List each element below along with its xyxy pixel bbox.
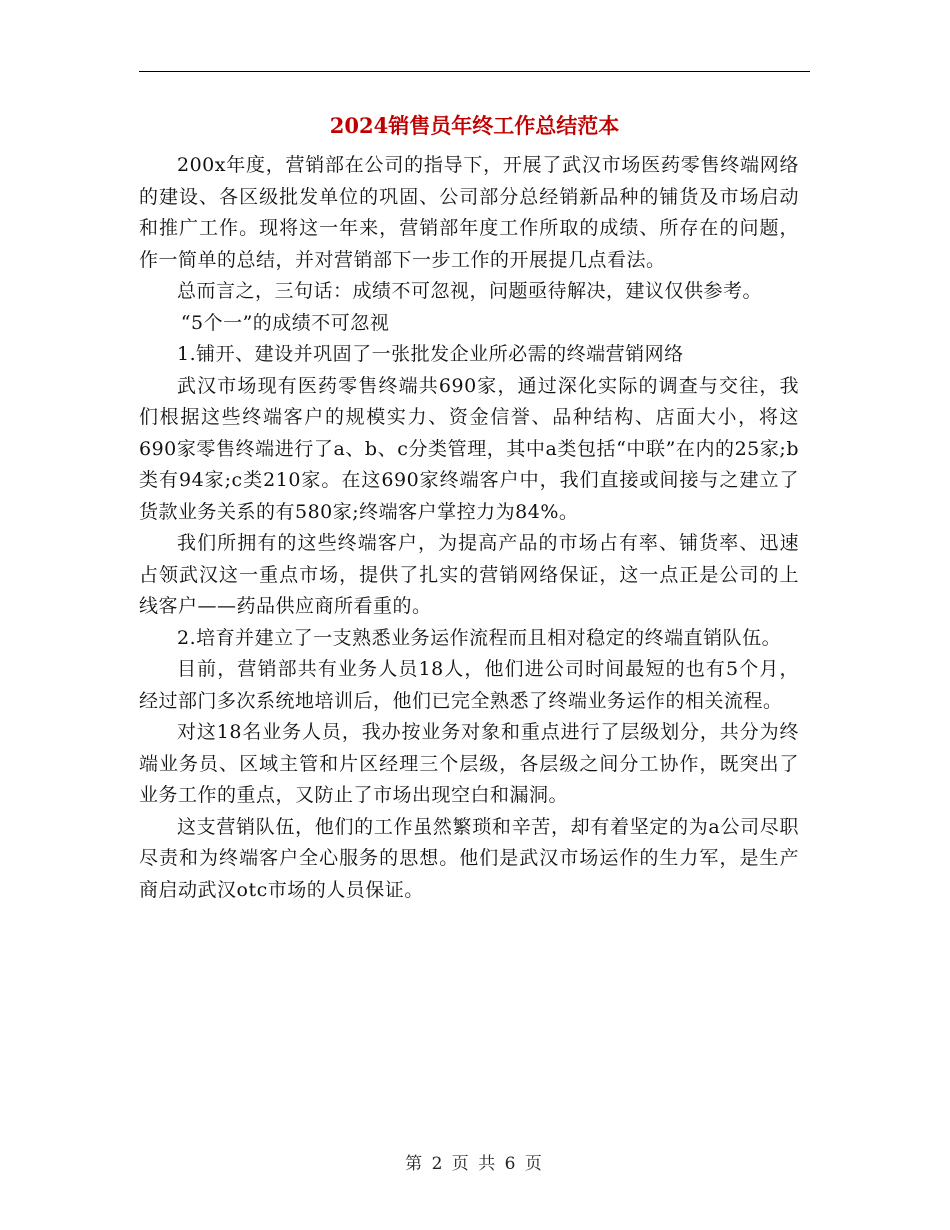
paragraph-staff: 目前，营销部共有业务人员18人，他们进公司时间最短的也有5个月，经过部门多次系统地培训后，他们已完全熟悉了终端业务运作的相关流程。 xyxy=(139,658,799,712)
subheading-2: 2.培育并建立了一支熟悉业务运作流程而且相对稳定的终端直销队伍。 xyxy=(177,626,782,649)
document-body xyxy=(139,150,799,906)
paragraph-network: 武汉市场现有医药零售终端共690家，通过深化实际的调查与交往，我们根据这些终端客户的规模实力、资金信誉、品种结构、店面大小，将这690家零售终端进行了a、b、c分类管理，其中a类包括“中联”在内的25家;b类有94家;c类210家。在这690家终端客户中，我们直接或间接与之建立了货款业务关系的有580家;终端客户掌控力为84%。 xyxy=(139,374,799,523)
paragraph-customers: 我们所拥有的这些终端客户，为提高产品的市场占有率、铺货率、迅速占领武汉这一重点市场，提供了扎实的营销网络保证，这一点正是公司的上线客户——药品供应商所看重的。 xyxy=(139,532,799,617)
header-rule xyxy=(139,71,810,72)
document-title: 2024销售员年终工作总结范本 xyxy=(329,113,620,138)
paragraph-summary: 总而言之，三句话：成绩不可忽视，问题亟待解决，建议仅供参考。 xyxy=(177,280,763,302)
section-heading: “5个一”的成绩不可忽视 xyxy=(180,311,390,334)
page-footer: 第 2 页 共 6 页 xyxy=(405,1154,544,1174)
paragraph-team: 这支营销队伍，他们的工作虽然繁琐和辛苦，却有着坚定的为a公司尽职尽责和为终端客户全心服务的思想。他们是武汉市场运作的生力军，是生产商启动武汉otc市场的人员保证。 xyxy=(139,815,799,901)
paragraph-levels: 对这18名业务人员，我办按业务对象和重点进行了层级划分，共分为终端业务员、区域主管和片区经理三个层级，各层级之间分工协作，既突出了业务工作的重点，又防止了市场出现空白和漏洞。 xyxy=(139,721,799,806)
subheading-1: 1.铺开、建设并巩固了一张批发企业所必需的终端营销网络 xyxy=(177,343,684,365)
paragraph-intro: 200x年度，营销部在公司的指导下，开展了武汉市场医药零售终端网络的建设、各区级批发单位的巩固、公司部分总经销新品种的铺货及市场启动和推广工作。现将这一年来，营销部年度工作所取的成绩、所存在的问题，作一简单的总结，并对营销部下一步工作的开展提几点看法。 xyxy=(139,154,799,271)
